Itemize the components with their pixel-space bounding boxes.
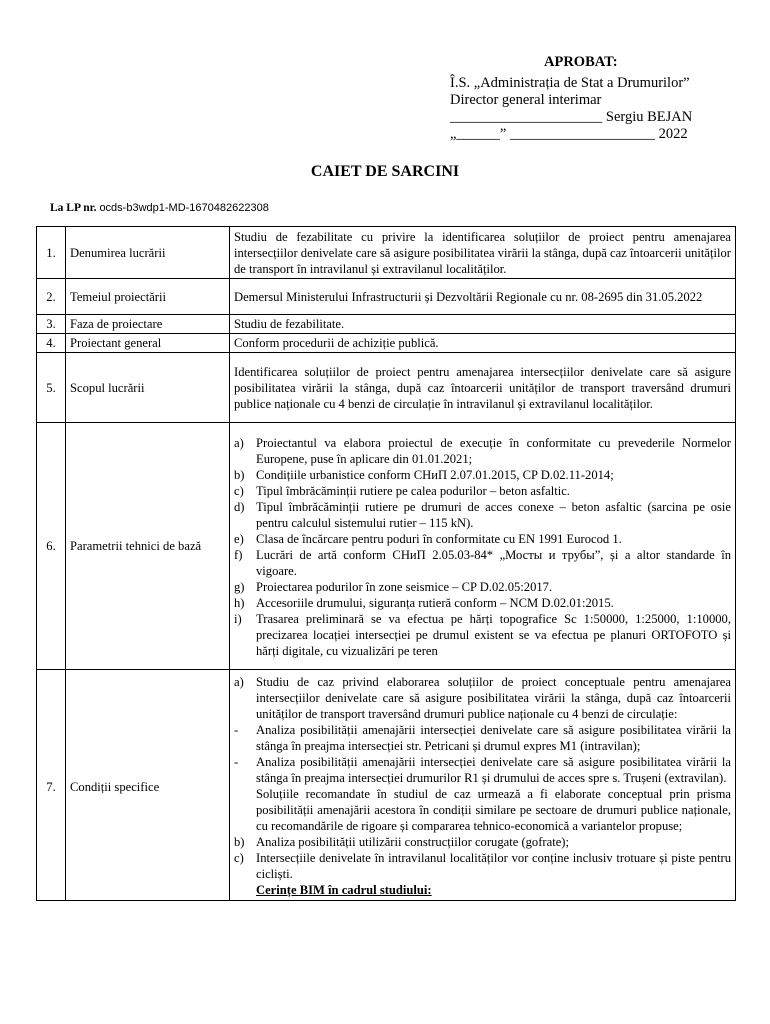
list-item-text: Analiza posibilității utilizării construcțiilor corugate (gofrate);: [256, 835, 569, 849]
list-item: [234, 435, 731, 467]
list-item: [234, 722, 731, 754]
list-item: [234, 467, 731, 483]
table-row: [37, 315, 736, 334]
table-row: [37, 670, 736, 901]
list-item-text: Tipul îmbrăcăminții rutiere pe calea podurilor – beton asfaltic.: [256, 484, 570, 498]
row-description: Conform procedurii de achiziție publică.: [230, 334, 736, 353]
specific-conditions-list-continued: [234, 834, 731, 882]
list-marker: -: [234, 723, 239, 737]
bim-requirements-heading: Cerințe BIM în cadrul studiului:: [256, 883, 432, 897]
list-marker: b): [234, 835, 245, 849]
list-item-text: Studiu de caz privind elaborarea soluțiilor de proiect conceptuale pentru amenajarea intersecțiilor denivelate care să asigure posibilitatea virării la stânga, după caz întoarcerii unităților de transport traversând drumuri publice naționale cu 4 benzi de circulație:: [256, 675, 731, 721]
list-marker: c): [234, 851, 244, 865]
list-marker: g): [234, 580, 245, 594]
row-description: [230, 670, 736, 901]
list-marker: f): [234, 548, 243, 562]
row-label: Condiții specifice: [66, 670, 230, 901]
list-item-text: Clasa de încărcare pentru poduri în conformitate cu EN 1991 Eurocod 1.: [256, 532, 622, 546]
row-label: Denumirea lucrării: [66, 227, 230, 279]
row-number: 6.: [37, 423, 66, 670]
approval-date-line: „______” ____________________ 2022: [450, 126, 688, 142]
approval-block: [450, 54, 750, 143]
list-item-text: Proiectantul va elabora proiectul de execuție în conformitate cu prevederile Normelor Europene, puse în aplicare din 01.01.2021;: [256, 436, 731, 466]
list-marker: i): [234, 612, 242, 626]
table-row: [37, 227, 736, 279]
specifications-table: [36, 226, 736, 901]
lp-reference: [50, 202, 269, 214]
row-number: 2.: [37, 279, 66, 315]
table-row: [37, 279, 736, 315]
approval-institution: Î.S. „Administrația de Stat a Drumurilor”: [450, 75, 690, 91]
list-marker: a): [234, 436, 244, 450]
list-item: [234, 531, 731, 547]
list-item-text: Analiza posibilității amenajării intersecției denivelate care să asigure posibilitatea virării la stânga în preajma intersecției str. Petricani și drumul expres M1 (intravilan);: [256, 723, 731, 753]
list-marker: -: [234, 755, 239, 769]
row-description: [230, 423, 736, 670]
row-label: Proiectant general: [66, 334, 230, 353]
row-number: 7.: [37, 670, 66, 901]
row-description: Studiu de fezabilitate cu privire la identificarea soluțiilor de proiect pentru amenajarea intersecțiilor denivelate care să asigure posibilitatea virării la stânga, după caz întoarcerii unităților de transport în intravilanul și extravilanul localităților.: [230, 227, 736, 279]
row-number: 1.: [37, 227, 66, 279]
row-number: 3.: [37, 315, 66, 334]
row-number: 4.: [37, 334, 66, 353]
list-item: [234, 595, 731, 611]
row-label: Scopul lucrării: [66, 353, 230, 423]
list-item-text: Accesoriile drumului, siguranța rutieră conform – NCM D.02.01:2015.: [256, 596, 614, 610]
list-item: [234, 754, 731, 786]
list-marker: b): [234, 468, 245, 482]
list-marker: d): [234, 500, 245, 514]
table-row: [37, 353, 736, 423]
list-item: [234, 547, 731, 579]
list-item-text: Analiza posibilității amenajării intersecției denivelate care să asigure posibilitatea virării la stânga în preajma intersecției drumurilor R1 și drumului de acces spre s. Trușeni (extravilan).: [256, 755, 731, 785]
row-label: Parametrii tehnici de bază: [66, 423, 230, 670]
list-item-text: Intersecțiile denivelate în intravilanul localităților vor conține inclusiv trotuare și piste pentru cicliști.: [256, 851, 731, 881]
list-item: [234, 834, 731, 850]
approval-title: APROBAT:: [544, 54, 618, 70]
row-description: Studiu de fezabilitate.: [230, 315, 736, 334]
list-item-text: Condițiile urbanistice conform СНиП 2.07.01.2015, CP D.02.11-2014;: [256, 468, 614, 482]
list-item: [234, 483, 731, 499]
specific-conditions-list: [234, 674, 731, 786]
technical-parameters-list: [234, 435, 731, 659]
table-row: [37, 423, 736, 670]
list-item: [234, 850, 731, 882]
approval-signature-line: _____________________ Sergiu BEJAN: [450, 109, 693, 125]
document-title: CAIET DE SARCINI: [310, 163, 460, 180]
list-marker: h): [234, 596, 245, 610]
list-item-text: Proiectarea podurilor în zone seismice – CP D.02.05:2017.: [256, 580, 553, 594]
list-item-text: Lucrări de artă conform СНиП 2.05.03-84* „Мосты и трубы”, și a altor standarde în vigoare.: [256, 548, 731, 578]
list-item-text: Trasarea preliminară se va efectua pe hărți topografice Sc 1:50000, 1:25000, 1:10000, precizarea locației intersecției pe drumul existent se va efectua pe planuri ORTOFOTO și hărți digitale, cu vizualizări pe teren: [256, 612, 731, 658]
row-description: Demersul Ministerului Infrastructurii și Dezvoltării Regionale cu nr. 08-2695 din 31.05.2022: [230, 279, 736, 315]
list-marker: c): [234, 484, 244, 498]
row-label: Temeiul proiectării: [66, 279, 230, 315]
lp-value: ocds-b3wdp1-MD-1670482622308: [99, 202, 269, 214]
row-description: Identificarea soluțiilor de proiect pentru amenajarea intersecțiilor denivelate care să asigure posibilitatea virării la stânga, după caz întoarcerii unităților de transport traversând drumuri publice naționale cu 4 benzi de circulație în intravilanul și extravilanul localităților.: [230, 353, 736, 423]
row-number: 5.: [37, 353, 66, 423]
recommendation-paragraph: Soluțiile recomandate în studiul de caz urmează a fi elaborate conceptual prin prisma posibilității amenajării acestora în condiții similare pe sectoare de drumuri publice naționale, cu recomandările de rigoare și compararea tehnico-economică a variantelor propuse;: [256, 787, 731, 833]
list-marker: a): [234, 675, 244, 689]
list-item: [234, 611, 731, 659]
list-item: [234, 579, 731, 595]
list-item: [234, 674, 731, 722]
list-marker: e): [234, 532, 244, 546]
list-item-text: Tipul îmbrăcăminții rutiere pe drumuri de acces conexe – beton asfaltic (sarcina pe osie pentru calculul sistemului rutier – 115 kN).: [256, 500, 731, 530]
table-row: [37, 334, 736, 353]
row-label: Faza de proiectare: [66, 315, 230, 334]
approval-position: Director general interimar: [450, 92, 602, 108]
list-item: [234, 499, 731, 531]
lp-label: La LP nr.: [50, 202, 97, 214]
